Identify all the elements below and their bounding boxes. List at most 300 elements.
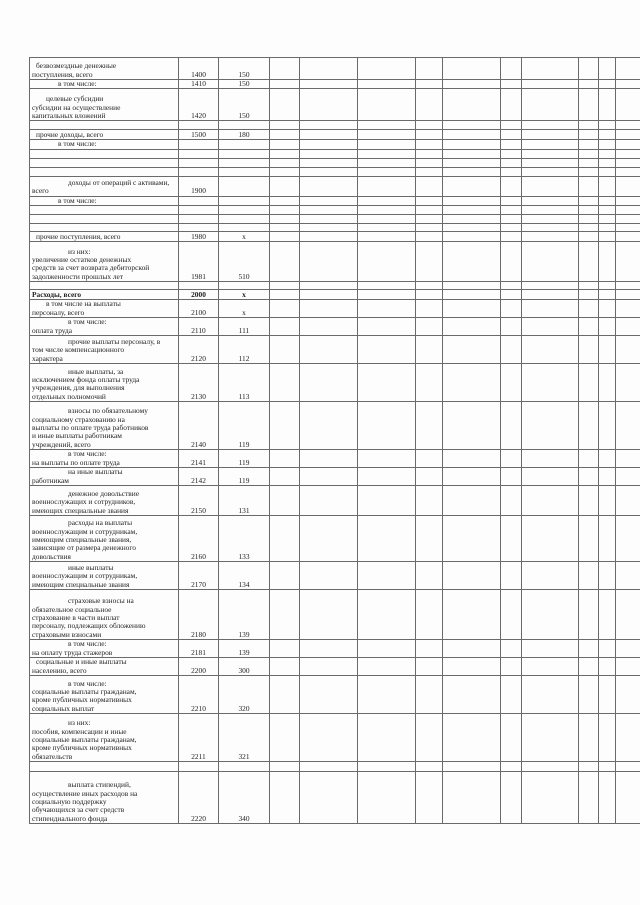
row-kosgu-cell: 150 <box>219 89 270 121</box>
empty-value-cell <box>416 149 443 158</box>
empty-value-cell <box>501 516 522 562</box>
empty-value-cell <box>300 486 358 516</box>
empty-value-cell <box>501 196 522 205</box>
empty-value-cell <box>616 242 640 282</box>
empty-value-cell <box>416 167 443 176</box>
row-name-line: стипендиального фонда <box>32 813 108 823</box>
row-name-cell <box>30 176 179 196</box>
empty-value-cell <box>443 206 501 215</box>
empty-value-cell <box>270 196 300 205</box>
empty-value-cell <box>443 676 501 714</box>
empty-value-cell <box>599 658 616 676</box>
row-name-line: социальных выплат <box>32 703 95 713</box>
row-code-cell: 2180 <box>179 590 219 640</box>
row-kosgu-cell: 119 <box>219 402 270 450</box>
empty-value-cell <box>579 714 599 762</box>
empty-value-cell <box>501 89 522 121</box>
empty-value-cell <box>443 590 501 640</box>
empty-value-cell <box>443 158 501 167</box>
row-kosgu-cell <box>219 206 270 215</box>
row-code-cell: 2150 <box>179 486 219 516</box>
empty-value-cell <box>599 89 616 121</box>
empty-value-cell <box>579 224 599 232</box>
empty-value-cell <box>416 206 443 215</box>
empty-value-cell <box>501 158 522 167</box>
empty-value-cell <box>443 232 501 242</box>
empty-value-cell <box>579 282 599 290</box>
empty-value-cell <box>270 282 300 290</box>
row-name-line: страховые взносы на <box>68 596 134 606</box>
empty-value-cell <box>443 130 501 140</box>
empty-value-cell <box>270 486 300 516</box>
row-kosgu-cell: 119 <box>219 468 270 486</box>
empty-value-cell <box>300 158 358 167</box>
empty-value-cell <box>358 282 416 290</box>
empty-value-cell <box>501 130 522 140</box>
empty-value-cell <box>443 772 501 824</box>
empty-value-cell <box>522 140 579 149</box>
empty-value-cell <box>300 196 358 205</box>
empty-value-cell <box>270 300 300 318</box>
empty-value-cell <box>443 121 501 130</box>
empty-value-cell <box>579 130 599 140</box>
empty-value-cell <box>270 364 300 402</box>
table-row <box>30 80 640 89</box>
empty-value-cell <box>358 242 416 282</box>
row-name-line: обучающихся за счет средств <box>32 805 125 815</box>
empty-value-cell <box>416 336 443 364</box>
empty-value-cell <box>416 468 443 486</box>
empty-value-cell <box>300 676 358 714</box>
row-name-line: на выплаты по оплате труда <box>32 457 120 467</box>
financial-plan-table <box>29 57 640 824</box>
empty-value-cell <box>501 762 522 772</box>
row-code-cell <box>179 149 219 158</box>
empty-value-cell <box>300 149 358 158</box>
table-row <box>30 676 640 714</box>
empty-value-cell <box>300 130 358 140</box>
empty-value-cell <box>579 167 599 176</box>
empty-value-cell <box>579 149 599 158</box>
row-name-line: военнослужащих и сотрудников, <box>32 497 136 507</box>
row-name-line: социальные и иные выплаты <box>36 657 127 667</box>
empty-value-cell <box>616 300 640 318</box>
empty-value-cell <box>579 640 599 658</box>
empty-value-cell <box>579 196 599 205</box>
table-row <box>30 318 640 336</box>
empty-value-cell <box>616 336 640 364</box>
row-name-line: целевые субсидии <box>46 94 104 104</box>
empty-value-cell <box>416 242 443 282</box>
row-kosgu-cell: x <box>219 232 270 242</box>
row-name-line: в том числе: <box>68 678 107 688</box>
row-name-line: оплата труда <box>32 325 73 335</box>
empty-value-cell <box>599 676 616 714</box>
empty-value-cell <box>501 714 522 762</box>
empty-value-cell <box>616 224 640 232</box>
empty-value-cell <box>579 516 599 562</box>
row-name-cell <box>30 562 179 590</box>
table-row <box>30 167 640 176</box>
empty-value-cell <box>416 714 443 762</box>
row-name-line: том числе компенсационного <box>32 345 125 355</box>
empty-value-cell <box>501 336 522 364</box>
empty-value-cell <box>300 300 358 318</box>
row-name-line: поступления, всего <box>32 69 93 79</box>
empty-value-cell <box>501 658 522 676</box>
row-code-cell: 2130 <box>179 364 219 402</box>
empty-value-cell <box>300 658 358 676</box>
row-name-line: Расходы, всего <box>32 289 82 299</box>
empty-value-cell <box>522 658 579 676</box>
empty-value-cell <box>358 364 416 402</box>
row-code-cell: 2000 <box>179 290 219 300</box>
empty-value-cell <box>599 232 616 242</box>
empty-value-cell <box>270 242 300 282</box>
empty-value-cell <box>416 772 443 824</box>
row-kosgu-cell: 113 <box>219 364 270 402</box>
empty-value-cell <box>443 450 501 468</box>
empty-value-cell <box>443 640 501 658</box>
row-name-cell <box>30 450 179 468</box>
empty-value-cell <box>443 196 501 205</box>
empty-value-cell <box>300 336 358 364</box>
empty-value-cell <box>599 140 616 149</box>
empty-value-cell <box>358 140 416 149</box>
empty-value-cell <box>616 402 640 450</box>
empty-value-cell <box>443 658 501 676</box>
empty-value-cell <box>270 640 300 658</box>
row-name-line: из них: <box>68 246 91 256</box>
row-kosgu-cell: 300 <box>219 658 270 676</box>
row-name-cell <box>30 590 179 640</box>
row-name-cell <box>30 58 179 80</box>
empty-value-cell <box>443 140 501 149</box>
empty-value-cell <box>300 714 358 762</box>
empty-value-cell <box>358 130 416 140</box>
row-code-cell: 1900 <box>179 176 219 196</box>
row-name-line: прочие поступления, всего <box>36 231 121 241</box>
empty-value-cell <box>579 486 599 516</box>
empty-value-cell <box>300 167 358 176</box>
row-name-line: выплаты по оплате труда работников <box>32 423 149 432</box>
empty-value-cell <box>358 89 416 121</box>
empty-value-cell <box>522 80 579 89</box>
row-code-cell <box>179 158 219 167</box>
row-code-cell: 1410 <box>179 80 219 89</box>
empty-value-cell <box>599 176 616 196</box>
row-code-cell: 2120 <box>179 336 219 364</box>
row-code-cell <box>179 167 219 176</box>
row-name-cell <box>30 158 179 167</box>
table-row <box>30 196 640 205</box>
empty-value-cell <box>270 121 300 130</box>
row-name-cell <box>30 468 179 486</box>
empty-value-cell <box>443 215 501 224</box>
empty-value-cell <box>522 714 579 762</box>
empty-value-cell <box>416 364 443 402</box>
empty-value-cell <box>579 80 599 89</box>
row-kosgu-cell <box>219 196 270 205</box>
empty-value-cell <box>501 318 522 336</box>
row-name-cell <box>30 80 179 89</box>
row-name-cell <box>30 772 179 824</box>
empty-value-cell <box>579 158 599 167</box>
row-name-line: в том числе: <box>68 449 107 459</box>
row-name-line: в том числе: <box>68 317 107 327</box>
empty-value-cell <box>358 232 416 242</box>
row-code-cell: 2141 <box>179 450 219 468</box>
empty-value-cell <box>300 80 358 89</box>
row-name-line: субсидии на осуществление <box>32 102 121 112</box>
row-code-cell <box>179 196 219 205</box>
empty-value-cell <box>416 232 443 242</box>
empty-value-cell <box>579 215 599 224</box>
empty-value-cell <box>443 762 501 772</box>
empty-value-cell <box>358 562 416 590</box>
empty-value-cell <box>522 167 579 176</box>
empty-value-cell <box>416 58 443 80</box>
empty-value-cell <box>443 486 501 516</box>
empty-value-cell <box>300 450 358 468</box>
empty-value-cell <box>501 486 522 516</box>
empty-value-cell <box>443 468 501 486</box>
empty-value-cell <box>616 450 640 468</box>
empty-value-cell <box>579 242 599 282</box>
empty-value-cell <box>579 658 599 676</box>
row-name-line: обязательств <box>32 751 73 761</box>
empty-value-cell <box>579 176 599 196</box>
empty-value-cell <box>616 468 640 486</box>
empty-value-cell <box>416 121 443 130</box>
empty-value-cell <box>270 232 300 242</box>
table-row <box>30 158 640 167</box>
empty-value-cell <box>270 176 300 196</box>
row-code-cell <box>179 140 219 149</box>
empty-value-cell <box>270 167 300 176</box>
row-code-cell: 2210 <box>179 676 219 714</box>
empty-value-cell <box>443 516 501 562</box>
empty-value-cell <box>522 282 579 290</box>
empty-value-cell <box>616 89 640 121</box>
row-kosgu-cell <box>219 282 270 290</box>
empty-value-cell <box>443 149 501 158</box>
empty-value-cell <box>599 450 616 468</box>
row-code-cell: 1400 <box>179 58 219 80</box>
table-row <box>30 516 640 562</box>
empty-value-cell <box>599 486 616 516</box>
row-name-line: иные выплаты <box>68 563 114 572</box>
table-row <box>30 89 640 121</box>
empty-value-cell <box>300 232 358 242</box>
empty-value-cell <box>599 58 616 80</box>
row-name-line: доходы от операций с активами, <box>68 178 170 187</box>
row-name-line: капитальных вложений <box>32 111 106 120</box>
empty-value-cell <box>616 140 640 149</box>
empty-value-cell <box>579 300 599 318</box>
empty-value-cell <box>358 318 416 336</box>
empty-value-cell <box>616 167 640 176</box>
row-name-cell <box>30 640 179 658</box>
empty-value-cell <box>416 562 443 590</box>
empty-value-cell <box>579 364 599 402</box>
empty-value-cell <box>358 167 416 176</box>
row-name-cell <box>30 336 179 364</box>
empty-value-cell <box>599 121 616 130</box>
row-name-line: работникам <box>32 475 69 485</box>
table-row <box>30 176 640 196</box>
empty-value-cell <box>416 762 443 772</box>
empty-value-cell <box>599 158 616 167</box>
empty-value-cell <box>416 196 443 205</box>
empty-value-cell <box>270 714 300 762</box>
row-name-line: в том числе: <box>58 139 97 149</box>
empty-value-cell <box>358 762 416 772</box>
row-name-line: страхование в части выплат <box>32 613 120 622</box>
empty-value-cell <box>599 364 616 402</box>
empty-value-cell <box>300 282 358 290</box>
empty-value-cell <box>616 562 640 590</box>
table-row <box>30 336 640 364</box>
row-name-cell <box>30 242 179 282</box>
empty-value-cell <box>416 215 443 224</box>
row-name-cell <box>30 196 179 205</box>
empty-value-cell <box>522 196 579 205</box>
row-code-cell <box>179 282 219 290</box>
row-code-cell <box>179 206 219 215</box>
empty-value-cell <box>522 516 579 562</box>
row-kosgu-cell: 134 <box>219 562 270 590</box>
empty-value-cell <box>522 232 579 242</box>
row-name-line: учреждения, для выполнения <box>32 383 125 393</box>
empty-value-cell <box>522 468 579 486</box>
row-name-cell <box>30 215 179 224</box>
empty-value-cell <box>358 516 416 562</box>
row-code-cell <box>179 224 219 232</box>
empty-value-cell <box>616 121 640 130</box>
empty-value-cell <box>522 89 579 121</box>
empty-value-cell <box>416 224 443 232</box>
row-name-line: страховыми взносами <box>32 629 102 639</box>
table-row <box>30 658 640 676</box>
table-row <box>30 486 640 516</box>
row-name-line: увеличение остатков денежных <box>32 255 132 264</box>
empty-value-cell <box>599 762 616 772</box>
table-row <box>30 149 640 158</box>
row-code-cell: 2160 <box>179 516 219 562</box>
empty-value-cell <box>270 402 300 450</box>
row-code-cell: 2110 <box>179 318 219 336</box>
empty-value-cell <box>300 640 358 658</box>
row-code-cell: 1500 <box>179 130 219 140</box>
table-row <box>30 772 640 824</box>
row-name-cell <box>30 658 179 676</box>
empty-value-cell <box>579 318 599 336</box>
empty-value-cell <box>616 80 640 89</box>
empty-value-cell <box>443 562 501 590</box>
empty-value-cell <box>522 336 579 364</box>
row-kosgu-cell <box>219 215 270 224</box>
empty-value-cell <box>443 300 501 318</box>
row-name-line: в том числе: <box>58 79 97 88</box>
empty-value-cell <box>616 486 640 516</box>
empty-value-cell <box>443 402 501 450</box>
empty-value-cell <box>501 176 522 196</box>
row-name-line: имеющим специальные звания <box>32 579 130 589</box>
empty-value-cell <box>599 224 616 232</box>
table-row <box>30 224 640 232</box>
empty-value-cell <box>270 562 300 590</box>
empty-value-cell <box>300 590 358 640</box>
empty-value-cell <box>270 149 300 158</box>
empty-value-cell <box>416 80 443 89</box>
row-name-cell <box>30 364 179 402</box>
empty-value-cell <box>599 468 616 486</box>
empty-value-cell <box>599 206 616 215</box>
empty-value-cell <box>599 130 616 140</box>
row-name-line: кроме публичных нормативных <box>32 743 132 753</box>
table-row <box>30 130 640 140</box>
empty-value-cell <box>443 224 501 232</box>
row-name-line: военнослужащим и сотрудникам, <box>32 571 138 581</box>
empty-value-cell <box>579 336 599 364</box>
empty-value-cell <box>416 300 443 318</box>
empty-value-cell <box>416 282 443 290</box>
table-row <box>30 590 640 640</box>
empty-value-cell <box>358 676 416 714</box>
empty-value-cell <box>579 676 599 714</box>
row-name-line: имеющих специальные звания <box>32 505 129 515</box>
row-name-cell <box>30 516 179 562</box>
empty-value-cell <box>501 590 522 640</box>
empty-value-cell <box>599 318 616 336</box>
empty-value-cell <box>616 58 640 80</box>
row-name-cell <box>30 130 179 140</box>
empty-value-cell <box>300 562 358 590</box>
empty-value-cell <box>443 318 501 336</box>
row-code-cell: 1420 <box>179 89 219 121</box>
empty-value-cell <box>416 640 443 658</box>
row-name-line: взносы по обязательному <box>68 406 148 416</box>
empty-value-cell <box>416 402 443 450</box>
row-name-cell <box>30 121 179 130</box>
table-row <box>30 562 640 590</box>
empty-value-cell <box>501 772 522 824</box>
empty-value-cell <box>579 402 599 450</box>
empty-value-cell <box>599 215 616 224</box>
empty-value-cell <box>522 772 579 824</box>
empty-value-cell <box>300 206 358 215</box>
empty-value-cell <box>416 486 443 516</box>
empty-value-cell <box>522 562 579 590</box>
table-row <box>30 58 640 80</box>
row-name-line: на иные выплаты <box>68 467 123 477</box>
row-kosgu-cell <box>219 224 270 232</box>
row-name-cell <box>30 282 179 290</box>
row-name-line: в том числе: <box>68 639 107 649</box>
row-name-line: иные выплаты, за <box>68 366 124 376</box>
empty-value-cell <box>300 224 358 232</box>
empty-value-cell <box>270 676 300 714</box>
empty-value-cell <box>501 232 522 242</box>
empty-value-cell <box>358 772 416 824</box>
table-row <box>30 468 640 486</box>
empty-value-cell <box>270 290 300 300</box>
empty-value-cell <box>416 450 443 468</box>
empty-value-cell <box>616 176 640 196</box>
empty-value-cell <box>599 590 616 640</box>
empty-value-cell <box>270 80 300 89</box>
